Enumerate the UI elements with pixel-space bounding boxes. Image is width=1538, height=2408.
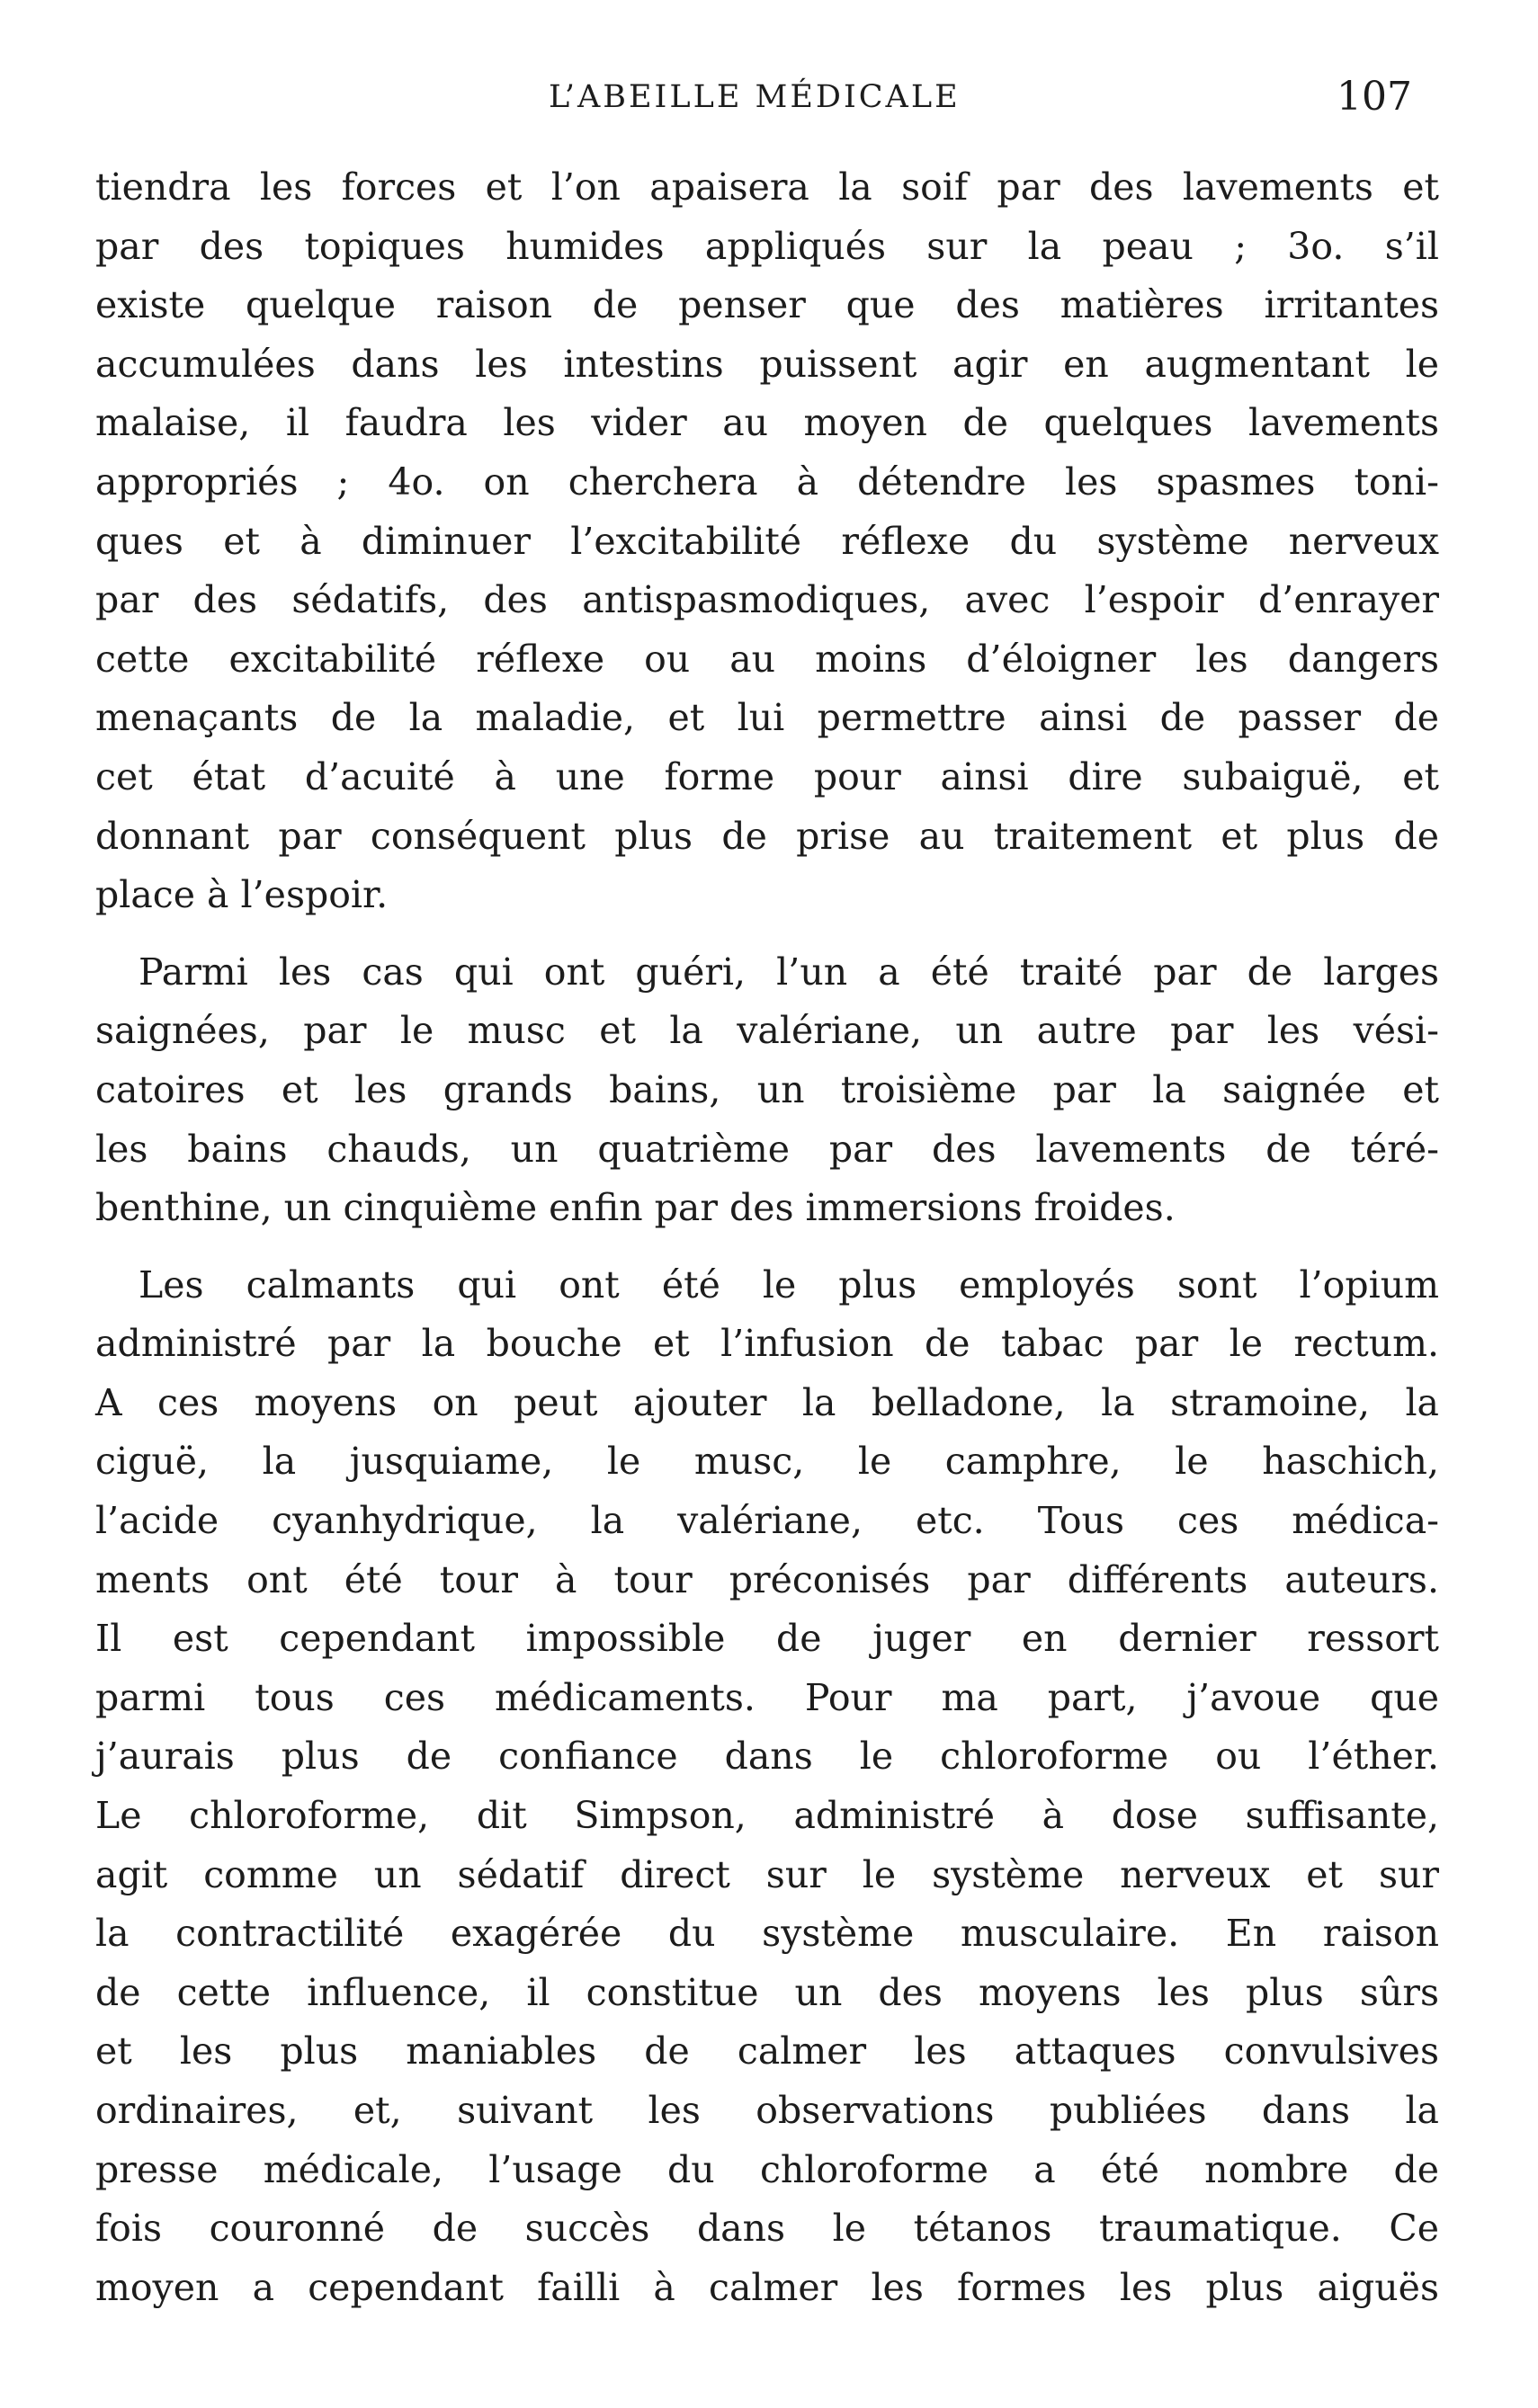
text-line: Les calmants qui ont été le plus employés sont l’opium — [139, 1262, 1439, 1307]
paragraph-3 — [95, 1256, 1439, 2318]
paragraph-gap — [95, 1238, 1439, 1256]
text-line: moyen a cependant failli à calmer les formes les plus aiguës — [95, 2265, 1439, 2309]
text-line: parmi tous ces médicaments. Pour ma part, j’avoue que — [95, 1675, 1439, 1719]
text-line: Parmi les cas qui ont guéri, l’un a été traité par de larges — [139, 950, 1439, 994]
text-line: agit comme un sédatif direct sur le système nerveux et sur — [95, 1852, 1439, 1896]
text-line: saignées, par le musc et la valériane, un autre par les vési- — [95, 1009, 1439, 1053]
text-line: fois couronné de succès dans le tétanos traumatique. Ce — [95, 2207, 1439, 2251]
text-line: place à l’espoir. — [95, 873, 389, 917]
text-line: ments ont été tour à tour préconisés par différents auteurs. — [95, 1557, 1439, 1601]
text-line: presse médicale, l’usage du chloroforme a été nombre de — [95, 2147, 1439, 2191]
text-line: ciguë, la jusquiame, le musc, le camphre, le haschich, — [95, 1440, 1439, 1484]
text-line: catoires et les grands bains, un troisième par la saignée et — [95, 1067, 1439, 1111]
text-line: et les plus maniables de calmer les attaques convulsives — [95, 2029, 1439, 2074]
paragraph-1 — [95, 158, 1439, 925]
text-line: administré par la bouche et l’infusion de tabac par le rectum. — [95, 1322, 1439, 1366]
text-line: de cette influence, il constitue un des moyens les plus sûrs — [95, 1970, 1439, 2014]
text-line: cette excitabilité réflexe ou au moins d’éloigner les dangers — [95, 637, 1439, 681]
text-line: existe quelque raison de penser que des matières irritantes — [95, 283, 1439, 327]
text-line: appropriés ; 4o. on cherchera à détendre les spasmes toni- — [95, 459, 1439, 504]
text-line: j’aurais plus de confiance dans le chloroforme ou l’éther. — [95, 1735, 1439, 1779]
text-line: ques et à diminuer l’excitabilité réflexe du système nerveux — [95, 519, 1439, 563]
text-line: donnant par conséquent plus de prise au traitement et plus de — [95, 814, 1439, 858]
paragraph-gap — [95, 925, 1439, 943]
text-line: cet état d’acuité à une forme pour ainsi dire subaiguë, et — [95, 754, 1439, 798]
text-line: benthine, un cinquième enfin par des immersions froides. — [95, 1186, 1176, 1230]
text-line: menaçants de la maladie, et lui permettre ainsi de passer de — [95, 696, 1439, 740]
page-number: 107 — [1337, 74, 1412, 120]
text-line: accumulées dans les intestins puissent agir en augmentant le — [95, 342, 1439, 386]
text-line: les bains chauds, un quatrième par des lavements de téré- — [95, 1127, 1439, 1171]
running-title: L’ABEILLE MÉDICALE — [549, 79, 961, 115]
text-line: par des sédatifs, des antispasmodiques, avec l’espoir d’enrayer — [95, 578, 1439, 622]
text-line: l’acide cyanhydrique, la valériane, etc. Tous ces médica- — [95, 1499, 1439, 1543]
text-line: par des topiques humides appliqués sur la peau ; 3o. s’il — [95, 224, 1439, 268]
text-line: A ces moyens on peut ajouter la belladone, la stramoine, la — [95, 1380, 1439, 1424]
running-head — [0, 70, 1538, 124]
text-line: malaise, il faudra les vider au moyen de quelques lavements — [95, 401, 1439, 445]
body-text — [95, 158, 1439, 2317]
text-line: la contractilité exagérée du système musculaire. En raison — [95, 1912, 1439, 1956]
text-line: Il est cependant impossible de juger en dernier ressort — [95, 1617, 1439, 1661]
text-line: Le chloroforme, dit Simpson, administré à dose suffisante, — [95, 1794, 1439, 1838]
text-line: tiendra les forces et l’on apaisera la soif par des lavements et — [95, 165, 1439, 209]
text-line: ordinaires, et, suivant les observations publiées dans la — [95, 2089, 1439, 2132]
paragraph-2 — [95, 943, 1439, 1238]
